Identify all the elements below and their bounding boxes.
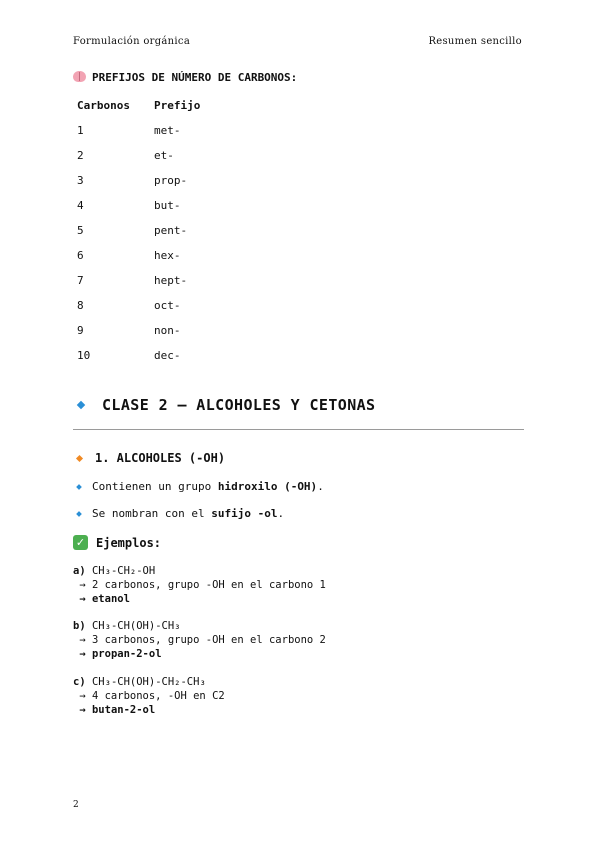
arrow-icon: → — [79, 704, 86, 716]
small-blue-diamond-icon — [76, 484, 82, 490]
example-formula: CH₃-CH(OH)-CH₃ — [91, 620, 181, 632]
table-row — [77, 268, 274, 293]
table-row — [77, 293, 274, 318]
table-row — [77, 193, 274, 218]
bullet-text-pre: Se nombran con el — [92, 507, 212, 520]
bullet-text-pre: Contienen un grupo — [92, 480, 218, 493]
prefixes-heading-text: PREFIJOS DE NÚMERO DE CARBONOS: — [92, 71, 298, 84]
example-name: etanol — [91, 593, 130, 605]
prefix-value: et- — [154, 149, 174, 162]
bullet-text-bold: sufijo -ol — [211, 507, 278, 520]
example-description — [73, 578, 326, 592]
bullet-text-post: . — [317, 480, 324, 493]
orange-diamond-icon — [76, 454, 83, 461]
table-row — [77, 318, 274, 343]
blue-diamond-icon — [77, 401, 85, 409]
prefix-value: hept- — [154, 274, 188, 287]
check-icon: ✓ — [73, 535, 88, 550]
table-row — [77, 343, 274, 368]
table-row — [77, 243, 274, 268]
example-label: a) — [73, 565, 86, 577]
examples-heading-text: Ejemplos: — [96, 535, 162, 550]
arrow-icon: → — [79, 648, 86, 660]
prefixes-heading — [73, 71, 297, 84]
section-title-text: CLASE 2 – ALCOHOLES Y CETONAS — [102, 396, 376, 414]
example-label: c) — [73, 676, 86, 688]
column-header-carbonos: Carbonos — [77, 99, 130, 112]
carbon-count: 3 — [77, 174, 84, 187]
prefix-value: pent- — [154, 224, 188, 237]
prefix-value: hex- — [154, 249, 181, 262]
table-row — [77, 143, 274, 168]
bullet-text — [92, 480, 324, 493]
bullet-text — [92, 507, 284, 520]
table-row — [77, 118, 274, 143]
carbon-count: 5 — [77, 224, 84, 237]
brain-icon — [73, 71, 86, 82]
example-description — [73, 689, 225, 703]
example-desc-text: → 2 carbonos, grupo -OH en el carbono 1 — [79, 579, 326, 591]
divider — [73, 429, 524, 430]
alcoholes-heading — [77, 451, 225, 465]
example-formula-line — [73, 564, 326, 578]
carbon-count: 8 — [77, 299, 84, 312]
example-label: b) — [73, 620, 86, 632]
example-b — [73, 619, 326, 661]
carbon-count: 4 — [77, 199, 84, 212]
example-formula-line — [73, 619, 326, 633]
section-title — [78, 396, 376, 414]
example-formula: CH₃-CH(OH)-CH₂-CH₃ — [91, 676, 206, 688]
carbon-count: 7 — [77, 274, 84, 287]
header-title: Formulación orgánica — [73, 36, 191, 47]
prefix-value: met- — [154, 124, 181, 137]
list-item — [77, 507, 284, 520]
example-name: propan-2-ol — [91, 648, 162, 660]
page-number: 2 — [73, 800, 79, 810]
prefix-table — [77, 93, 274, 368]
list-item — [77, 480, 324, 493]
table-header-row — [77, 93, 274, 118]
example-desc-text: → 4 carbonos, -OH en C2 — [79, 690, 225, 702]
example-a — [73, 564, 326, 606]
example-formula-line — [73, 675, 225, 689]
examples-heading — [73, 535, 161, 550]
arrow-icon: → — [79, 593, 86, 605]
table-row — [77, 168, 274, 193]
prefix-value: dec- — [154, 349, 181, 362]
small-blue-diamond-icon — [76, 511, 82, 517]
prefix-value: oct- — [154, 299, 181, 312]
carbon-count: 2 — [77, 149, 84, 162]
prefix-value: prop- — [154, 174, 188, 187]
example-c — [73, 675, 225, 717]
carbon-count: 6 — [77, 249, 84, 262]
example-name: butan-2-ol — [91, 704, 156, 716]
header-subtitle: Resumen sencillo — [428, 36, 522, 47]
example-name-line — [73, 703, 225, 717]
example-description — [73, 633, 326, 647]
carbon-count: 10 — [77, 349, 91, 362]
example-name-line — [73, 592, 326, 606]
carbon-count: 9 — [77, 324, 84, 337]
example-formula: CH₃-CH₂-OH — [91, 565, 156, 577]
prefix-value: but- — [154, 199, 181, 212]
example-name-line — [73, 647, 326, 661]
carbon-count: 1 — [77, 124, 84, 137]
bullet-text-bold: hidroxilo (-OH) — [217, 480, 318, 493]
column-header-prefijo: Prefijo — [154, 99, 201, 112]
table-row — [77, 218, 274, 243]
bullet-text-post: . — [277, 507, 285, 520]
alcoholes-heading-text: 1. ALCOHOLES (-OH) — [95, 451, 226, 465]
prefix-value: non- — [154, 324, 181, 337]
example-desc-text: → 3 carbonos, grupo -OH en el carbono 2 — [79, 634, 326, 646]
